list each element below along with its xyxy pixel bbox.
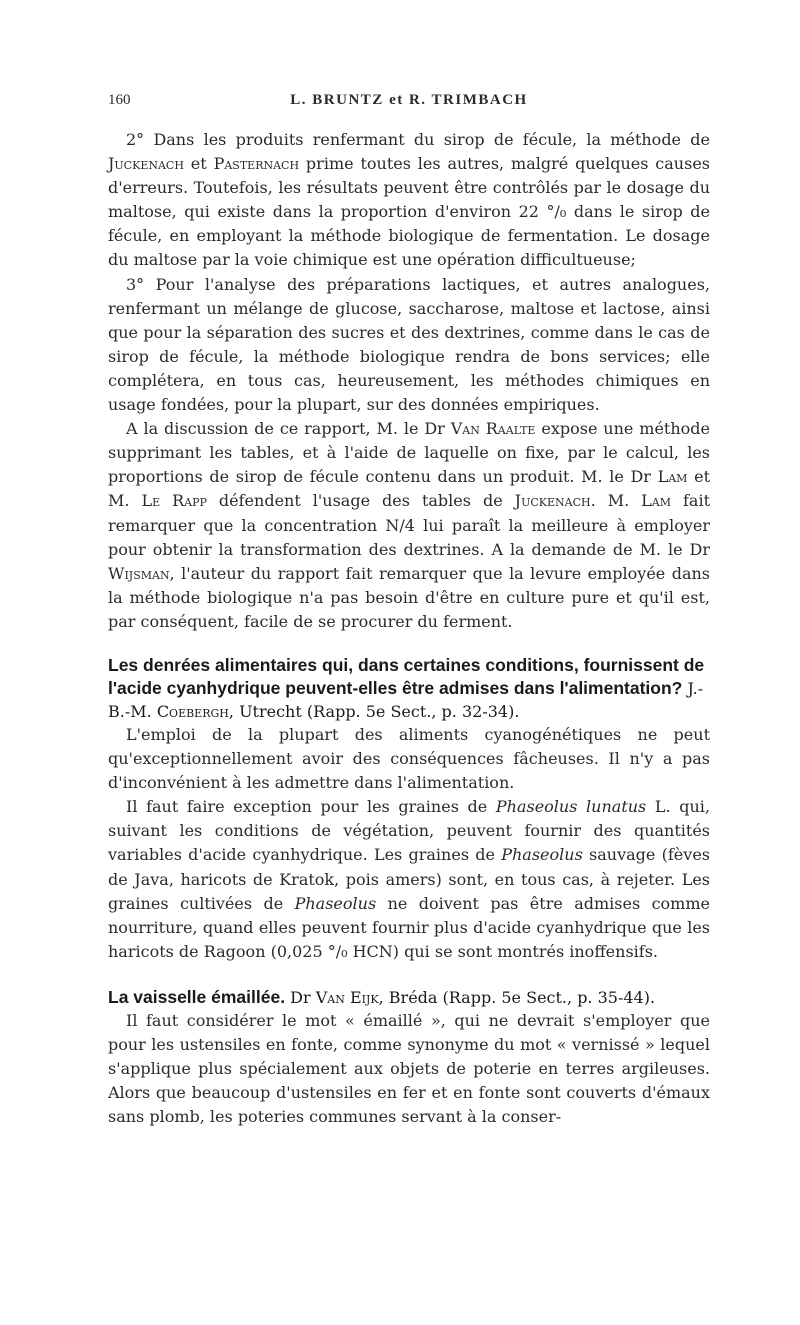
paragraph-sirop-fecule: 2° Dans les produits renfermant du sirop de fécule, la méthode de Juckenach et Pasternach prime toutes les autres, malgré quelques causes d'erreurs. Toutefois, les résultats peuvent être contrôlés par le dosage du maltose, qui existe dans la proportion d'environ 22 °/₀ dans le sirop de fécule, en employant la méthode biologique de fermentation. Le dosage du maltose par la voie chimique est une opération difficultueuse; (108, 130, 710, 270)
paragraph-phaseolus: Il faut faire exception pour les graines de Phaseolus lunatus L. qui, suivant les conditions de végétation, peuvent fournir des quantités variables d'acide cyanhydrique. Les graines de Phaseolus sauvage (fèves de Java, haricots de Kratok, pois amers) sont, en tous cas, à rejeter. Les graines cultivées de Phaseolus ne doivent pas être admises comme nourriture, quand elles peuvent fournir plus d'acide cyanhydrique que les haricots de Ragoon (0,025 °/₀ HCN) qui se sont montrés inoffensifs. (108, 797, 710, 961)
paragraph-discussion: A la discussion de ce rapport, M. le Dr Van Raalte expose une méthode supprimant les tables, et à l'aide de laquelle on fixe, par le calcul, les proportions de sirop de fécule contenu dans un produit. M. le Dr Lam et M. Le Rapp défendent l'usage des tables de Juckenach. M. Lam fait remarquer que la concentration N/4 lui paraît la meilleure à employer pour obtenir la transformation des dextrines. A la demande de M. le Dr Wijsman, l'auteur du rapport fait remarquer que la levure employée dans la méthode biologique n'a pas besoin d'être en culture pure et qu'il est, par conséquent, facile de se procurer du ferment. (108, 419, 711, 631)
paragraph-preparations-lactiques: 3° Pour l'analyse des préparations lactiques, et autres analogues, renfermant un mélange de glucose, saccharose, maltose et lactose, ainsi que pour la séparation des sucres et des dextrines, comme dans le cas de sirop de fécule, la méthode biologique rendra de bons services; elle complétera, en tous cas, heureusement, les méthodes chimiques en usage fondées, pour la plupart, sur des données empiriques. (108, 274, 710, 415)
page-body (108, 128, 710, 1129)
section-heading-vaisselle-emaillee: La vaisselle émaillée. Dr Van Eijk, Bréda (Rapp. 5e Sect., p. 35-44). (108, 986, 656, 1007)
section-heading-acide-cyanhydrique: Les denrées alimentaires qui, dans certaines conditions, fournissent de l'acide cyanhydrique peuvent-elles être admises dans l'alimentation? J.-B.-M. Coebergh, Utrecht (Rapp. 5e Sect., p. 32-34). (108, 654, 705, 721)
paragraph-email-vernisse: Il faut considérer le mot « émaillé », qui ne devrait s'employer que pour les ustensiles en fonte, comme synonyme du mot « vernissé » lequel s'applique plus spécialement aux objets de poterie en terres argileuses. Alors que beaucoup d'ustensiles en fer et en fonte sont couverts d'émaux sans plomb, les poteries communes servant à la conser- (108, 1010, 710, 1127)
page-number: 160 (108, 92, 131, 108)
paragraph-aliments-cyanogenetiques: L'emploi de la plupart des aliments cyanogénétiques ne peut qu'exceptionnellement avoir des conséquences fâcheuses. Il n'y a pas d'inconvénient à les admettre dans l'alimentation. (108, 724, 710, 793)
page-header (108, 92, 710, 114)
running-head: L. BRUNTZ et R. TRIMBACH (290, 92, 528, 108)
